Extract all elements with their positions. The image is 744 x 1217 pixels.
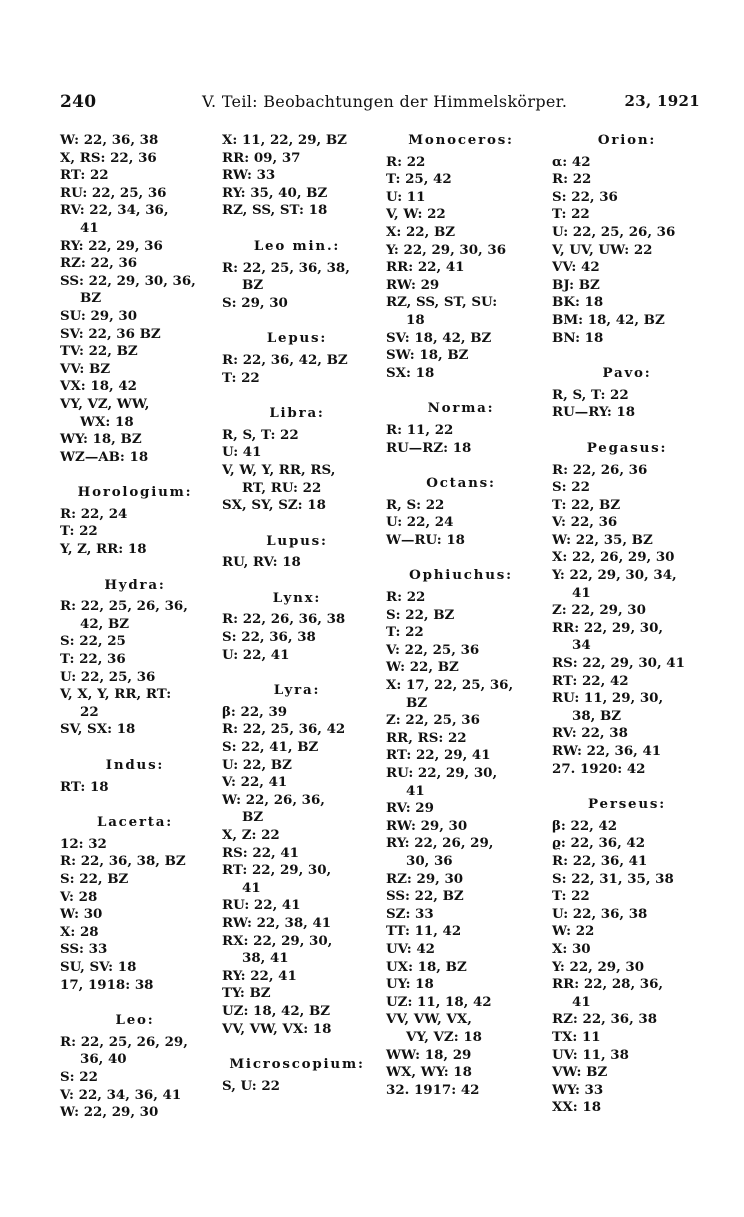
constellation-heading: Perseus:: [588, 796, 666, 813]
star-entry: R: 22, 24: [60, 505, 128, 522]
star-entry: BM: 18, 42, BZ: [552, 311, 665, 328]
star-entry: S: 22: [60, 1068, 98, 1085]
star-entry: SX: 18: [386, 364, 435, 381]
star-entry: V, W: 22: [386, 206, 446, 223]
star-entry: R: 22, 25, 26, 36,: [60, 598, 188, 615]
star-entry: Y, Z, RR: 18: [60, 541, 147, 558]
star-entry: RR, RS: 22: [386, 729, 467, 746]
page-number: 240: [60, 92, 97, 112]
star-entry: WX, WY: 18: [386, 1064, 472, 1081]
star-entry: Y: 22, 29, 30, 34,: [552, 567, 677, 584]
star-entry: W: 22, 36, 38: [60, 132, 159, 148]
star-entry: RU: 22, 41: [222, 897, 301, 914]
star-entry: β: 22, 42: [552, 817, 618, 834]
star-entry: VV: BZ: [60, 360, 111, 377]
star-entry: ϱ: 22, 36, 42: [552, 835, 646, 852]
star-entry: S: 22, 36, 38: [222, 629, 316, 646]
star-entry: RU: 22, 25, 36: [60, 184, 167, 201]
star-entry: SS: 22, 29, 30, 36,: [60, 272, 196, 289]
star-entry: V: 22, 41: [222, 774, 288, 791]
star-entry: UZ: 11, 18, 42: [386, 993, 492, 1010]
star-entry: RV: 22, 34, 36,: [60, 202, 169, 219]
star-entry: RU—RY: 18: [552, 404, 636, 421]
star-entry: RT: 18: [60, 778, 109, 795]
star-entry: RT: 22, 29, 30,: [222, 862, 332, 879]
star-entry: RY: 22, 26, 29,: [386, 835, 494, 852]
star-entry: R: 22, 25, 26, 29,: [60, 1033, 188, 1050]
constellation-heading: Microscopium:: [229, 1056, 365, 1073]
constellation-heading: Indus:: [105, 757, 165, 773]
star-entry: TY: BZ: [222, 985, 271, 1002]
star-entry: RR: 22, 29, 30,: [552, 619, 664, 636]
entry-continuation: 41: [572, 584, 591, 601]
star-entry: α: 42: [552, 153, 591, 170]
star-entry: S: 22, 36: [552, 188, 618, 205]
star-entry: VV, VW, VX: 18: [222, 1020, 332, 1037]
star-entry: β: 22, 39: [222, 703, 288, 720]
star-entry: VX: 18, 42: [60, 378, 137, 395]
constellation-heading: Norma:: [427, 400, 495, 417]
star-entry: RV: 22, 38: [552, 725, 628, 742]
star-entry: SS: 33: [60, 941, 108, 958]
star-entry: SS: 22, BZ: [386, 888, 464, 905]
entry-continuation: WX: 18: [80, 413, 134, 430]
star-entry: VV: 42: [552, 259, 600, 276]
star-entry: S, U: 22: [222, 1077, 280, 1094]
star-entry: VW: BZ: [552, 1064, 608, 1081]
constellation-heading: Orion:: [597, 132, 657, 148]
star-entry: R: 22: [386, 589, 426, 606]
star-entry: R, S, T: 22: [222, 426, 299, 443]
star-entry: U: 22, BZ: [222, 756, 292, 773]
star-entry: W: 30: [60, 906, 103, 923]
star-entry: R: 22: [552, 171, 592, 188]
entry-continuation: 22: [80, 703, 99, 720]
issue-reference: 23, 1921: [624, 92, 700, 110]
star-entry: RS: 22, 29, 30, 41: [552, 655, 685, 672]
star-entry: RU: 22, 29, 30,: [386, 765, 498, 781]
star-entry: SV: 22, 36 BZ: [60, 325, 161, 342]
star-entry: W: 22, 35, BZ: [552, 531, 653, 548]
star-entry: R: 22, 36, 41: [552, 852, 648, 869]
star-entry: 27. 1920: 42: [552, 760, 646, 777]
entry-continuation: 41: [572, 993, 591, 1010]
star-entry: Z: 22, 29, 30: [552, 602, 646, 619]
entry-continuation: 30, 36: [406, 852, 453, 869]
star-entry: SU, SV: 18: [60, 958, 137, 975]
star-entry: S: 22, BZ: [60, 870, 129, 887]
star-entry: RU: 11, 29, 30,: [552, 690, 664, 707]
entry-continuation: 41: [242, 879, 261, 896]
star-entry: T: 22: [222, 369, 260, 386]
star-entry: 17, 1918: 38: [60, 976, 154, 993]
star-entry: T: 22: [386, 624, 424, 641]
entry-continuation: 38, BZ: [572, 707, 622, 724]
star-entry: TT: 11, 42: [386, 923, 462, 940]
star-entry: X: 28: [60, 923, 99, 940]
star-entry: W: 22: [552, 923, 595, 940]
star-entry: RS: 22, 41: [222, 844, 299, 861]
star-entry: SV: 18, 42, BZ: [386, 329, 492, 346]
entry-continuation: BZ: [406, 694, 428, 711]
star-entry: RU, RV: 18: [222, 554, 301, 571]
constellation-heading: Libra:: [269, 405, 325, 422]
star-entry: X: 22, 26, 29, 30: [552, 549, 675, 566]
star-entry: R, S: 22: [386, 496, 445, 513]
star-entry: W: 22, BZ: [386, 659, 459, 676]
star-entry: SW: 18, BZ: [386, 347, 469, 364]
star-entry: UZ: 18, 42, BZ: [222, 1002, 331, 1019]
constellation-heading: Monoceros:: [408, 132, 514, 148]
star-entry: SU: 29, 30: [60, 307, 138, 324]
star-entry: RZ: 22, 36, 38: [552, 1011, 658, 1028]
star-entry: RU—RZ: 18: [386, 439, 472, 456]
star-entry: SZ: 33: [386, 905, 434, 922]
star-entry: Y: 22, 29, 30: [552, 958, 645, 975]
entry-continuation: RT, RU: 22: [242, 479, 322, 496]
star-entry: UV: 42: [386, 940, 435, 957]
star-entry: T: 22: [552, 206, 590, 223]
star-entry: U: 22, 25, 26, 36: [552, 223, 676, 240]
star-entry: RW: 22, 38, 41: [222, 914, 332, 931]
star-entry: R: 22, 36, 38, BZ: [60, 853, 186, 870]
index-column-2: [222, 132, 372, 1095]
star-entry: BJ: BZ: [552, 276, 600, 293]
star-entry: X: 17, 22, 25, 36,: [386, 677, 514, 694]
star-entry: V, UV, UW: 22: [552, 241, 653, 258]
star-entry: R: 22, 26, 36: [552, 461, 648, 478]
star-entry: T: 22: [552, 888, 590, 905]
star-entry: WZ—AB: 18: [60, 448, 149, 465]
star-entry: U: 22, 36, 38: [552, 905, 648, 922]
star-entry: RW: 22, 36, 41: [552, 743, 662, 759]
star-entry: WY: 18, BZ: [60, 431, 142, 448]
star-entry: S: 22, 41, BZ: [222, 739, 319, 756]
index-column-4: [552, 132, 702, 1117]
star-entry: UV: 11, 38: [552, 1046, 629, 1063]
star-entry: XX: 18: [552, 1099, 602, 1116]
star-entry: SV, SX: 18: [60, 721, 136, 738]
star-entry: R: 22, 26, 36, 38: [222, 611, 346, 628]
star-entry: RZ: 29, 30: [386, 870, 464, 887]
star-entry: RZ, SS, ST, SU:: [386, 294, 498, 311]
constellation-heading: Pavo:: [602, 365, 652, 382]
star-entry: R: 22, 25, 36, 38,: [222, 259, 350, 276]
constellation-heading: Lupus:: [266, 532, 328, 549]
star-entry: R: 11, 22: [386, 421, 454, 438]
constellation-heading: Leo min.:: [253, 237, 341, 254]
star-entry: S: 22, 25: [60, 633, 126, 650]
star-entry: V: 22, 34, 36, 41: [60, 1086, 182, 1103]
star-entry: W—RU: 18: [386, 531, 465, 548]
star-entry: V: 22, 25, 36: [386, 641, 480, 658]
star-entry: U: 11: [386, 188, 426, 205]
star-entry: UX: 18, BZ: [386, 958, 467, 975]
star-entry: W: 22, 29, 30: [60, 1104, 159, 1121]
star-entry: RX: 22, 29, 30,: [222, 932, 333, 949]
star-entry: U: 41: [222, 444, 262, 461]
star-entry: Z: 22, 25, 36: [386, 712, 480, 729]
star-entry: X, Z: 22: [222, 827, 280, 843]
index-column-3: [386, 132, 536, 1099]
entry-continuation: 38, 41: [242, 950, 289, 967]
star-entry: T: 22, BZ: [552, 496, 621, 513]
star-entry: RV: 29: [386, 800, 434, 817]
star-entry: TX: 11: [552, 1028, 601, 1045]
constellation-heading: Lepus:: [266, 330, 328, 347]
entry-continuation: VY, VZ: 18: [406, 1028, 482, 1045]
entry-continuation: 42, BZ: [80, 615, 130, 632]
star-entry: U: 22, 25, 36: [60, 668, 156, 685]
star-entry: T: 22: [60, 523, 98, 540]
star-entry: T: 25, 42: [386, 171, 452, 188]
star-entry: RY: 35, 40, BZ: [222, 184, 328, 201]
entry-continuation: 41: [80, 219, 99, 236]
running-title: V. Teil: Beobachtungen der Himmelskörper.: [202, 92, 568, 111]
star-entry: RT: 22, 42: [552, 672, 629, 689]
constellation-heading: Ophiuchus:: [409, 567, 513, 584]
constellation-heading: Lacerta:: [96, 814, 174, 831]
star-entry: V, W, Y, RR, RS,: [222, 461, 336, 478]
star-entry: 12: 32: [60, 835, 107, 852]
star-entry: RR: 22, 41: [386, 259, 465, 276]
star-entry: RW: 33: [222, 167, 276, 184]
entry-continuation: BZ: [80, 290, 102, 307]
star-entry: RT: 22, 29, 41: [386, 747, 491, 764]
entry-continuation: BZ: [242, 277, 264, 294]
star-entry: BK: 18: [552, 294, 604, 311]
index-column-1: [60, 132, 210, 1122]
star-entry: RR: 22, 28, 36,: [552, 976, 664, 993]
star-entry: RY: 22, 29, 36: [60, 237, 163, 254]
star-entry: BN: 18: [552, 329, 604, 346]
star-entry: X: 30: [552, 940, 591, 957]
star-entry: TV: 22, BZ: [60, 343, 138, 360]
star-entry: SX, SY, SZ: 18: [222, 497, 326, 514]
star-entry: W: 22, 26, 36,: [222, 791, 325, 808]
constellation-heading: Octans:: [426, 475, 496, 492]
star-entry: S: 22, 31, 35, 38: [552, 870, 674, 887]
entry-continuation: 41: [406, 782, 425, 799]
star-entry: V, X, Y, RR, RT:: [60, 686, 172, 703]
star-entry: WY: 33: [552, 1081, 604, 1098]
star-entry: VY, VZ, WW,: [60, 395, 150, 412]
constellation-heading: Pegasus:: [586, 439, 668, 456]
star-entry: S: 29, 30: [222, 294, 288, 311]
entry-continuation: BZ: [242, 809, 264, 826]
constellation-heading: Leo:: [115, 1012, 155, 1029]
star-entry: RR: 09, 37: [222, 149, 301, 166]
constellation-heading: Lyra:: [273, 682, 321, 699]
star-entry: X, RS: 22, 36: [60, 149, 157, 166]
star-entry: RY: 22, 41: [222, 967, 297, 984]
star-entry: RT: 22: [60, 167, 109, 184]
star-entry: R: 22: [386, 153, 426, 170]
star-entry: X: 11, 22, 29, BZ: [222, 132, 347, 148]
star-entry: R: 22, 25, 36, 42: [222, 721, 346, 738]
star-entry: RW: 29: [386, 276, 440, 293]
constellation-heading: Hydra:: [104, 576, 166, 593]
star-entry: V: 28: [60, 888, 98, 905]
star-entry: VV, VW, VX,: [386, 1011, 472, 1028]
star-entry: RW: 29, 30: [386, 817, 468, 834]
page-header: [60, 92, 700, 118]
constellation-heading: Lynx:: [272, 589, 322, 606]
star-entry: UY: 18: [386, 976, 434, 993]
star-entry: Y: 22, 29, 30, 36: [386, 241, 507, 258]
star-entry: R: 22, 36, 42, BZ: [222, 351, 348, 368]
star-entry: V: 22, 36: [552, 514, 618, 531]
star-entry: U: 22, 24: [386, 514, 454, 531]
entry-continuation: 36, 40: [80, 1051, 127, 1068]
constellation-heading: Horologium:: [77, 484, 193, 501]
star-entry: RZ: 22, 36: [60, 255, 138, 272]
star-entry: WW: 18, 29: [386, 1046, 472, 1063]
star-entry: R, S, T: 22: [552, 386, 629, 403]
entry-continuation: 18: [406, 311, 425, 328]
star-entry: T: 22, 36: [60, 651, 126, 668]
star-entry: X: 22, BZ: [386, 223, 456, 240]
star-entry: S: 22, BZ: [386, 606, 455, 623]
star-entry: S: 22: [552, 479, 590, 496]
star-entry: 32. 1917: 42: [386, 1081, 480, 1098]
entry-continuation: 34: [572, 637, 591, 654]
star-entry: U: 22, 41: [222, 646, 290, 663]
star-entry: RZ, SS, ST: 18: [222, 202, 328, 219]
